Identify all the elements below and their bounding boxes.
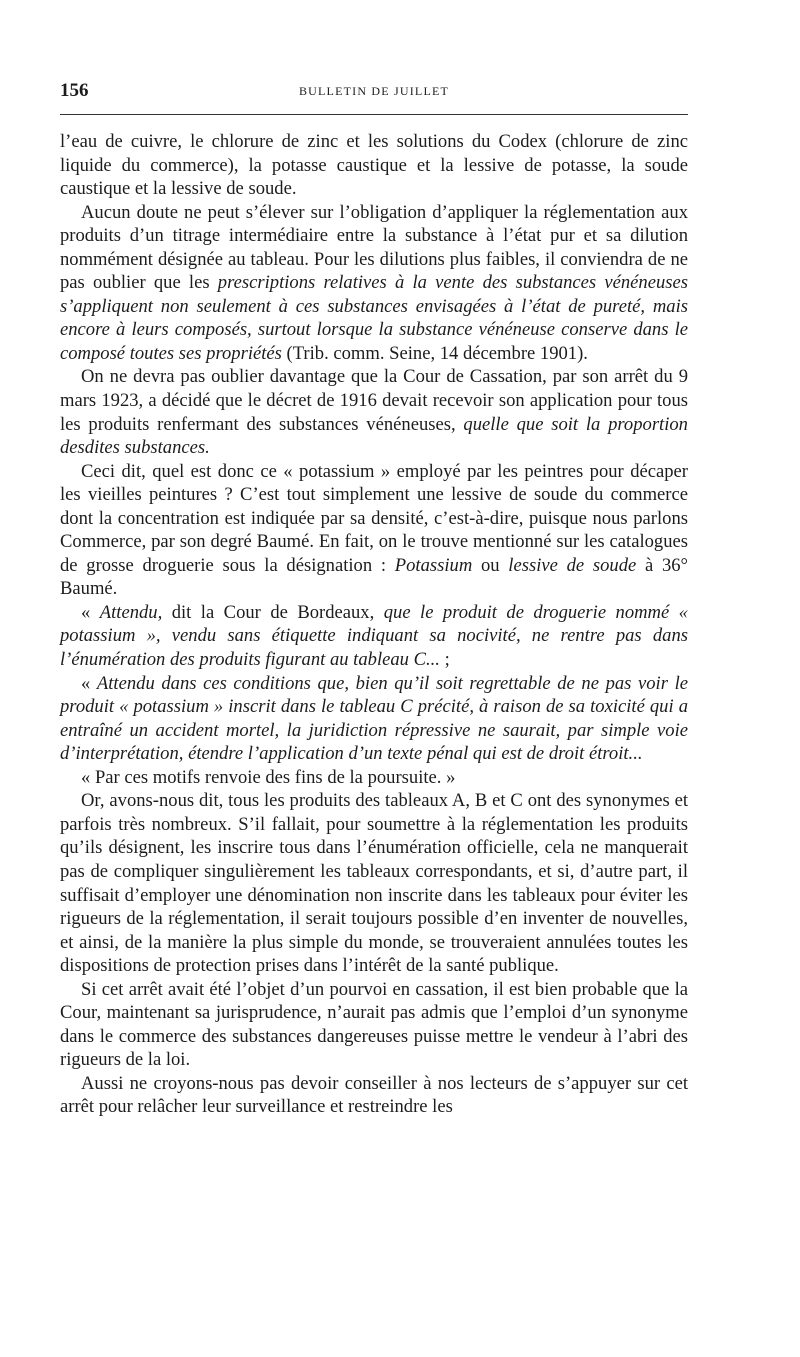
italic-quote: Attendu,: [99, 601, 163, 623]
paragraph-6: [60, 672, 688, 766]
italic-term: Potassium: [394, 554, 473, 576]
italic-quote: Attendu dans ces conditions que, bien qu’il soit regrettable de ne pas voir le produit « potassium » inscrit dans le tableau C précité, à raison de sa toxicité qui a entraîné un accident mortel, la juridiction répressive ne saurait, par simple voie d’interprétation, étendre l’application d’un texte pénal qui est de droit étroit...: [60, 672, 688, 765]
paragraph-text: à 36° Baumé.: [60, 554, 688, 600]
paragraph-text: On ne devra pas oublier davantage que la Cour de Cassation, par son arrêt du 9 mars 1923, a décidé que le décret de 1916 devait recevoir son application pour tous les produits renfermant des substances vénéneuses,: [60, 366, 688, 435]
paragraph-text: dit la Cour de Bordeaux,: [162, 601, 384, 623]
paragraph-text: (Trib. comm. Seine, 14 décembre 1901).: [281, 342, 588, 364]
paragraph-text: Aussi ne croyons-nous pas devoir conseiller à nos lecteurs de s’appuyer sur cet arrêt pour relâcher leur surveillance et restreindre les: [60, 1072, 688, 1118]
article-body: [60, 130, 688, 1119]
paragraph-5: [60, 601, 688, 672]
paragraph-text: Or, avons-nous dit, tous les produits des tableaux A, B et C ont des synonymes et parfois très nombreux. S’il fallait, pour soumettre à la réglementation les produits qu’ils désignent, les inscrire tous dans l’énumération officielle, cela ne manquerait pas de compliquer singulièrement les tableaux correspondants, et si, d’autre part, il suffisait d’employer une dénomination non inscrite dans les tableaux pour éviter les rigueurs de la réglementation, il serait toujours possible d’en inventer de nouvelles, et ainsi, de la manière la plus simple du monde, se trouveraient annulées toutes les dispositions de protection prises dans l’intérêt de la santé publique.: [60, 790, 688, 977]
paragraph-2: [60, 201, 688, 366]
paragraph-text: «: [81, 672, 97, 694]
paragraph-text: «: [81, 601, 100, 623]
italic-citation: quelle que soit la proportion desdites substances.: [60, 413, 688, 459]
paragraph-7: [60, 766, 688, 790]
paragraph-3: [60, 365, 688, 459]
paragraph-text: Aucun doute ne peut s’élever sur l’obligation d’appliquer la réglementation aux produits d’un titrage intermédiaire entre la substance à l’état pur et sa dilution nommément désignée au tableau. Pour les dilutions plus faibles, il conviendra de ne pas oublier que les: [60, 201, 688, 294]
paragraph-text: Ceci dit, quel est donc ce « potassium » employé par les peintres pour décaper les vieilles peintures ? C’est tout simplement une lessive de soude du commerce dont la concentration est indiquée par sa densité, c’est-à-dire, puisque nous parlons Commerce, par son degré Baumé. En fait, on le trouve mentionné sur les catalogues de grosse droguerie sous la désignation :: [60, 460, 688, 576]
italic-citation: prescriptions relatives à la vente des substances vénéneuses s’appliquent non seulement à ces substances envisagées à l’état de pureté, mais encore à leurs composés, surtout lorsque la substance vénéneuse conserve dans le composé toutes ses propriétés: [60, 272, 688, 364]
running-head: BULLETIN DE JUILLET: [298, 84, 450, 98]
paragraph-text: « Par ces motifs renvoie des fins de la poursuite. »: [81, 766, 456, 788]
page-number: 156: [60, 80, 89, 101]
paragraph-9: [60, 978, 688, 1072]
header-rule: [60, 114, 688, 115]
paragraph-4: [60, 460, 688, 601]
italic-term: lessive de soude: [508, 554, 637, 576]
paragraph-8: [60, 789, 688, 977]
paragraph-1: [60, 130, 688, 201]
paragraph-text: l’eau de cuivre, le chlorure de zinc et les solutions du Codex (chlorure de zinc liquide du commerce), la potasse caustique et la lessive de potasse, la soude caustique et la lessive de soude.: [60, 131, 688, 200]
page-header: [60, 80, 688, 106]
paragraph-10: [60, 1072, 688, 1119]
paragraph-text: Si cet arrêt avait été l’objet d’un pourvoi en cassation, il est bien probable que la Cour, maintenant sa jurisprudence, n’aurait pas admis que l’emploi d’un synonyme dans le commerce des substances dangereuses puisse mettre le vendeur à l’abri des rigueurs de la loi.: [60, 978, 688, 1071]
italic-quote: que le produit de droguerie nommé « potassium », vendu sans étiquette indiquant sa nocivité, ne rentre pas dans l’énumération des produits figurant au tableau C...: [60, 601, 688, 671]
paragraph-text: ;: [439, 649, 450, 671]
paragraph-text: ou: [472, 554, 509, 576]
